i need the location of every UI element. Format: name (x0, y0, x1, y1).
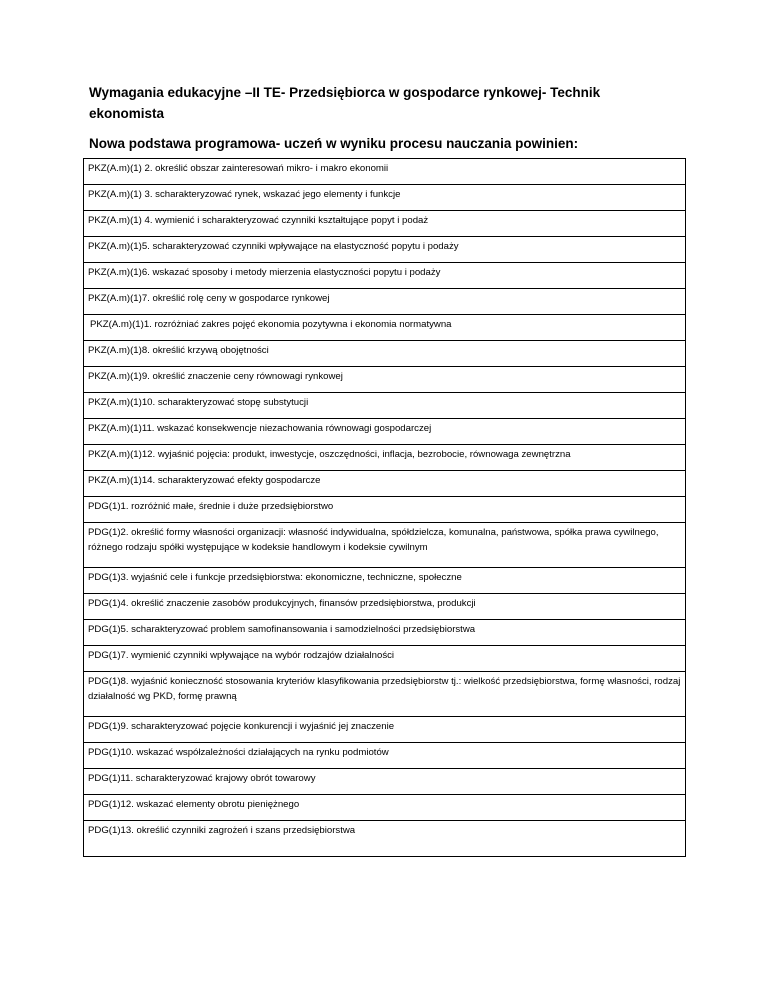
requirement-cell: PDG(1)12. wskazać elementy obrotu pieniężnego (84, 795, 686, 821)
requirement-cell: PDG(1)13. określić czynniki zagrożeń i szans przedsiębiorstwa (84, 821, 686, 857)
requirement-cell: PKZ(A.m)(1) 4. wymienić i scharakteryzować czynniki kształtujące popyt i podaż (84, 211, 686, 237)
requirement-cell: PKZ(A.m)(1)10. scharakteryzować stopę substytucji (84, 393, 686, 419)
document-subtitle: Nowa podstawa programowa- uczeń w wyniku procesu nauczania powinien: (89, 136, 579, 151)
requirement-cell: PDG(1)11. scharakteryzować krajowy obrót towarowy (84, 769, 686, 795)
requirement-cell: PKZ(A.m)(1)9. określić znaczenie ceny równowagi rynkowej (84, 367, 686, 393)
requirement-cell: PKZ(A.m)(1)7. określić rolę ceny w gospodarce rynkowej (84, 289, 686, 315)
requirement-cell: PKZ(A.m)(1) 2. określić obszar zainteresowań mikro- i makro ekonomii (84, 159, 686, 185)
requirement-cell: PDG(1)4. określić znaczenie zasobów produkcyjnych, finansów przedsiębiorstwa, produkcji (84, 594, 686, 620)
requirement-cell: PKZ(A.m)(1)5. scharakteryzować czynniki wpływające na elastyczność popytu i podaży (84, 237, 686, 263)
requirement-cell: PDG(1)1. rozróżnić małe, średnie i duże przedsiębiorstwo (84, 497, 686, 523)
document-title: Wymagania edukacyjne –II TE- Przedsiębiorca w gospodarce rynkowej- Technik ekonomista (89, 85, 601, 121)
requirement-cell: PKZ(A.m)(1)1. rozróżniać zakres pojęć ekonomia pozytywna i ekonomia normatywna (84, 315, 686, 341)
requirement-cell: PKZ(A.m)(1)12. wyjaśnić pojęcia: produkt, inwestycje, oszczędności, inflacja, bezrobocie, równowaga zewnętrzna (84, 445, 686, 471)
requirement-cell: PDG(1)5. scharakteryzować problem samofinansowania i samodzielności przedsiębiorstwa (84, 620, 686, 646)
requirements-table (83, 158, 686, 857)
requirement-cell: PKZ(A.m)(1)14. scharakteryzować efekty gospodarcze (84, 471, 686, 497)
requirement-cell: PDG(1)7. wymienić czynniki wpływające na wybór rodzajów działalności (84, 646, 686, 672)
requirement-cell: PKZ(A.m)(1)6. wskazać sposoby i metody mierzenia elastyczności popytu i podaży (84, 263, 686, 289)
requirement-cell: PDG(1)10. wskazać współzależności działających na rynku podmiotów (84, 743, 686, 769)
requirement-cell: PDG(1)8. wyjaśnić konieczność stosowania kryteriów klasyfikowania przedsiębiorstw tj.: wielkość przedsiębiorstwa, formę własności, rodzaj działalność wg PKD, formę prawną (84, 672, 686, 717)
requirement-cell: PDG(1)9. scharakteryzować pojęcie konkurencji i wyjaśnić jej znaczenie (84, 717, 686, 743)
requirement-cell: PKZ(A.m)(1) 3. scharakteryzować rynek, wskazać jego elementy i funkcje (84, 185, 686, 211)
requirement-cell: PDG(1)3. wyjaśnić cele i funkcje przedsiębiorstwa: ekonomiczne, techniczne, społeczne (84, 568, 686, 594)
requirement-cell: PKZ(A.m)(1)11. wskazać konsekwencje niezachowania równowagi gospodarczej (84, 419, 686, 445)
requirement-cell: PDG(1)2. określić formy własności organizacji: własność indywidualna, spółdzielcza, komunalna, państwowa, spółka prawa cywilnego, różnego rodzaju spółki występujące w kodeksie handlowym i kodeksie cywilnym (84, 523, 686, 568)
requirement-cell: PKZ(A.m)(1)8. określić krzywą obojętności (84, 341, 686, 367)
